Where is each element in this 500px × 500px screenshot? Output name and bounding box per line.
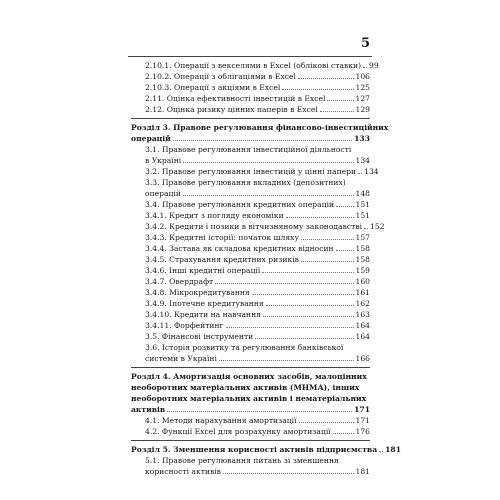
- toc-dot-leader: [255, 338, 353, 339]
- toc-entry: [131, 404, 370, 415]
- toc-entry: [131, 393, 370, 404]
- toc-entry-page: 151: [355, 211, 370, 220]
- toc-entry: [131, 71, 370, 82]
- section-divider: [131, 440, 370, 441]
- toc-entry-page: 152: [370, 222, 385, 231]
- toc-entry-title: 3.4.8. Мікрокредитування: [145, 288, 250, 297]
- toc-entry: [131, 133, 370, 144]
- toc-entry: [131, 265, 370, 276]
- toc-entry-title: 2.12. Оцінка ризику цінних паперів в Excel: [145, 105, 318, 114]
- toc-dot-leader: [215, 283, 353, 284]
- toc-dot-leader: [173, 140, 352, 141]
- toc-entry-page: 176: [355, 427, 370, 436]
- toc-entry-page: 171: [355, 416, 370, 425]
- toc-entry-title: 3.4.9. Іпотечне кредитування: [145, 299, 264, 308]
- toc-entry-page: 129: [355, 105, 370, 114]
- toc-entry-page: 158: [355, 255, 370, 264]
- toc-dot-leader: [320, 111, 354, 112]
- toc-entry: [131, 177, 370, 188]
- toc-dot-leader: [263, 316, 354, 317]
- toc-dot-leader: [363, 67, 367, 68]
- toc-entry: [131, 276, 370, 287]
- toc-dot-leader: [336, 250, 354, 251]
- toc-entry-title: 3.5. Фінансові інструменти: [145, 332, 254, 341]
- toc-entry: [131, 320, 370, 331]
- toc-entry-title: корисності активів: [145, 467, 221, 476]
- toc-dot-leader: [167, 411, 352, 412]
- toc-entry-title: 2.11. Оцінка ефективності інвестицій в Excel: [145, 94, 326, 103]
- toc-entry-page: 158: [355, 244, 370, 253]
- toc-entry: [131, 382, 370, 393]
- toc-entry-title: операцій: [131, 134, 171, 143]
- toc-entry-title: 3.4.2. Кредити і позики в вітчизняному законодавстві: [145, 222, 363, 231]
- toc-dot-leader: [282, 89, 353, 90]
- toc-entry: [131, 331, 370, 342]
- toc-entry-title: 3.4.1. Кредит з погляду економіки: [145, 211, 284, 220]
- toc-entry: [131, 243, 370, 254]
- toc-entry-title: 3.3. Правове регулювання вкладних (депозитних): [145, 178, 346, 187]
- toc-dot-leader: [379, 451, 383, 452]
- toc-entry: [131, 60, 379, 71]
- toc-entry: [131, 122, 389, 133]
- toc-entry: [131, 309, 370, 320]
- toc-entry-title: 3.4.6. Інші кредитні операції: [145, 266, 261, 275]
- table-of-contents: [131, 60, 401, 477]
- toc-entry-title: системи в Україні: [145, 354, 217, 363]
- toc-entry-title: 3.4.10. Кредити на навчання: [145, 310, 261, 319]
- toc-dot-leader: [358, 173, 362, 174]
- toc-entry: [131, 444, 401, 455]
- toc-entry-title: 2.10.2. Операції з облігаціями в Excel: [145, 72, 296, 81]
- toc-entry-title: Розділ 5. Зменшення корисності активів підприємства: [131, 445, 378, 454]
- toc-entry: [131, 254, 370, 265]
- toc-entry-page: 164: [355, 332, 370, 341]
- toc-dot-leader: [219, 360, 354, 361]
- toc-dot-leader: [262, 272, 353, 273]
- toc-entry-title: 3.2. Правове регулювання інвестицій у цінні папери: [145, 167, 357, 176]
- toc-entry: [131, 210, 370, 221]
- toc-dot-leader: [301, 261, 354, 262]
- toc-entry-page: 166: [355, 354, 370, 363]
- toc-entry: [131, 199, 370, 210]
- toc-entry-title: необоротних матеріальних активів і нематеріальних: [131, 394, 367, 403]
- toc-entry-title: 3.4.4. Застава як складова кредитних відносин: [145, 244, 334, 253]
- toc-entry-title: 3.4. Правове регулювання кредитних операцій: [145, 200, 335, 209]
- toc-entry-page: 181: [355, 467, 370, 476]
- toc-dot-leader: [286, 217, 354, 218]
- toc-entry-title: 3.4.5. Страхування кредитних ризиків: [145, 255, 299, 264]
- toc-entry-title: 4.1. Методи нарахування амортизації: [145, 416, 297, 425]
- toc-dot-leader: [336, 206, 353, 207]
- toc-entry-page: 160: [355, 277, 370, 286]
- toc-entry: [131, 232, 370, 243]
- toc-entry: [131, 455, 370, 466]
- toc-entry-page: 106: [355, 72, 370, 81]
- toc-entry-page: 157: [355, 233, 370, 242]
- toc-entry: [131, 353, 370, 364]
- toc-entry: [131, 466, 370, 477]
- toc-entry-title: 2.10.1. Операції з векселями в Excel (облікові ставки): [145, 61, 362, 70]
- toc-entry-title: Розділ 4. Амортизація основних засобів, малоцінних: [131, 372, 367, 381]
- toc-entry-title: 3.4.3. Кредитні історії: початок шляху: [145, 233, 299, 242]
- toc-dot-leader: [327, 100, 353, 101]
- toc-entry-page: 164: [355, 321, 370, 330]
- toc-entry-title: в Україні: [145, 156, 182, 165]
- toc-entry: [131, 155, 370, 166]
- toc-entry: [131, 166, 379, 177]
- toc-entry-title: 4.2. Функції Excel для розрахунку амортизації: [145, 427, 331, 436]
- toc-entry-page: 181: [385, 445, 401, 454]
- toc-entry-title: активів: [131, 405, 166, 414]
- toc-dot-leader: [301, 239, 354, 240]
- toc-entry: [131, 426, 370, 437]
- toc-entry-title: операцій: [145, 189, 181, 198]
- toc-entry: [131, 82, 370, 93]
- toc-entry-title: Розділ 3. Правове регулювання фінансово-інвестиційних: [131, 123, 389, 132]
- toc-entry: [131, 342, 370, 353]
- toc-entry-page: 99: [369, 61, 379, 70]
- toc-entry-page: 151: [355, 200, 370, 209]
- toc-entry-title: необоротних матеріальних активів (МНМА), інших: [131, 383, 360, 392]
- toc-entry: [131, 415, 370, 426]
- toc-entry-title: 2.10.3. Операції з акціями в Excel: [145, 83, 281, 92]
- toc-dot-leader: [183, 195, 354, 196]
- toc-entry: [131, 144, 370, 155]
- toc-entry: [131, 298, 370, 309]
- toc-entry-page: 134: [355, 156, 370, 165]
- toc-dot-leader: [226, 327, 354, 328]
- toc-entry: [131, 104, 370, 115]
- top-rule: [128, 56, 372, 57]
- toc-entry: [131, 287, 370, 298]
- toc-entry: [131, 371, 370, 382]
- section-divider: [131, 118, 370, 119]
- toc-entry-page: 134: [364, 167, 379, 176]
- toc-entry-page: 161: [355, 288, 370, 297]
- toc-entry-page: 127: [355, 94, 370, 103]
- toc-entry-title: 3.4.7. Овердрафт: [145, 277, 214, 286]
- toc-entry-title: 3.1. Правове регулювання інвестиційної діяльності: [145, 145, 352, 154]
- toc-dot-leader: [333, 433, 354, 434]
- toc-entry-page: 159: [355, 266, 370, 275]
- section-divider: [131, 367, 370, 368]
- toc-dot-leader: [252, 294, 354, 295]
- toc-entry-page: 125: [355, 83, 370, 92]
- toc-dot-leader: [223, 473, 354, 474]
- toc-entry-page: 148: [355, 189, 370, 198]
- toc-dot-leader: [266, 305, 354, 306]
- toc-entry-title: 5.1. Правове регулювання питань зі зменшення: [145, 456, 339, 465]
- toc-entry: [131, 188, 370, 199]
- toc-entry-title: 3.6. Історія розвитку та регулювання банківської: [145, 343, 344, 352]
- toc-entry-page: 171: [354, 405, 370, 414]
- toc-entry-title: 3.4.11. Форфейтинг: [145, 321, 224, 330]
- toc-dot-leader: [298, 78, 354, 79]
- toc-entry: [131, 93, 370, 104]
- toc-entry-page: 133: [354, 134, 370, 143]
- toc-dot-leader: [364, 228, 368, 229]
- toc-dot-leader: [183, 162, 353, 163]
- page-number: 5: [360, 36, 370, 51]
- toc-entry: [131, 221, 385, 232]
- toc-entry-page: 163: [355, 310, 370, 319]
- toc-dot-leader: [299, 422, 354, 423]
- toc-entry-page: 162: [355, 299, 370, 308]
